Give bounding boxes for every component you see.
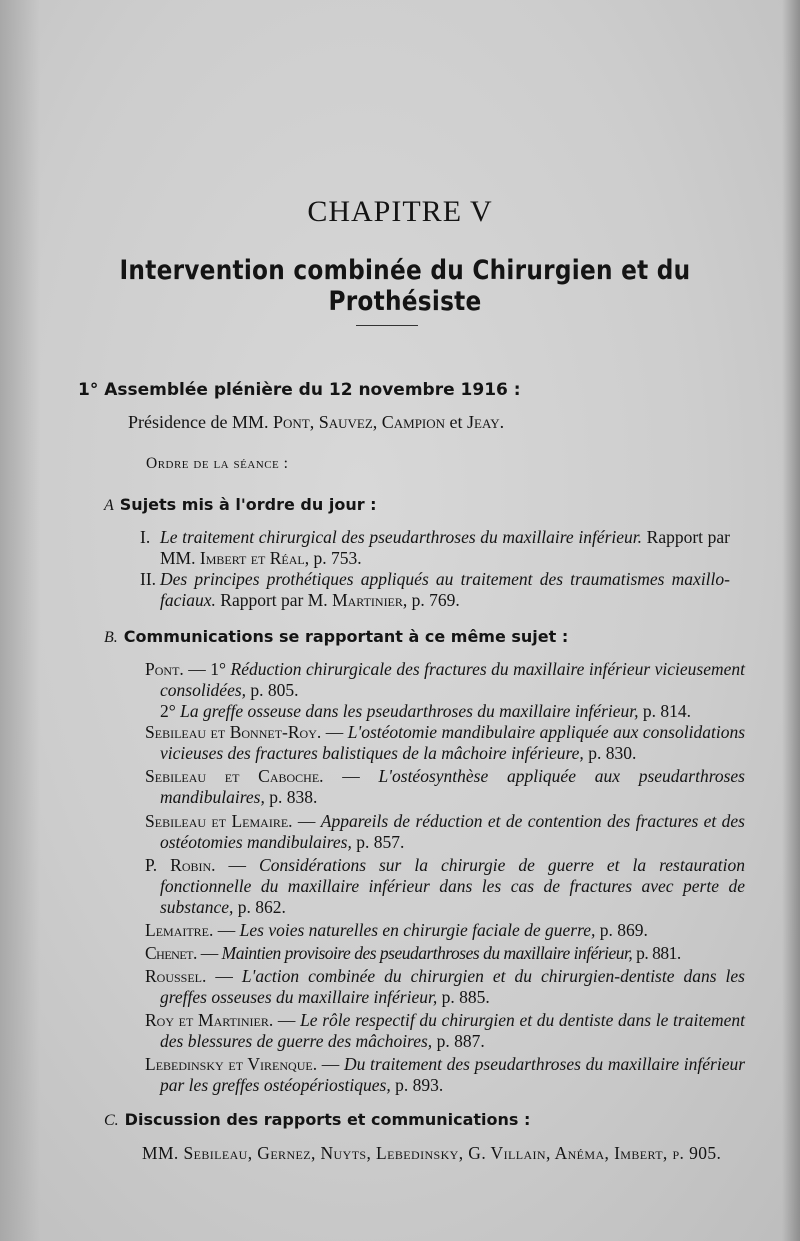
section-c-letter: C. <box>104 1112 119 1129</box>
section-a-letter: A <box>104 497 114 514</box>
entry-author: P. Robin. <box>145 855 216 875</box>
entry-title: La greffe osseuse dans les pseudarthroses du maxillaire inférieur, <box>180 701 639 721</box>
entry-author: Roy et Martinier. <box>145 1010 274 1030</box>
entry-page: p. 881. <box>636 943 681 963</box>
item-rest: Rapport par M. <box>220 590 328 610</box>
presidence-line <box>128 412 504 433</box>
communication-entry <box>160 701 745 722</box>
discussion-page: p. 905. <box>672 1143 722 1163</box>
communication-entry <box>145 766 745 808</box>
item-page: p. 769. <box>411 590 460 610</box>
chapter-title: Intervention combinée du Chirurgien et du Prothésiste <box>119 255 691 317</box>
entry-sep: — <box>200 943 218 963</box>
entry-page: p. 805. <box>250 680 299 700</box>
communication-entry <box>145 659 745 701</box>
entry-title: Du traitement des pseudarthroses du maxillaire inférieur par les greffes ostéopériostiques, <box>160 1054 746 1095</box>
last-president: Jeay. <box>467 412 505 432</box>
entry-page: p. 830. <box>588 743 637 763</box>
assembly-heading: 1° Assemblée plénière du 12 novembre 1916 : <box>78 380 521 400</box>
entry-title: Maintien provisoire des pseudarthroses du maxillaire inférieur, <box>221 943 633 963</box>
entry-sep: — <box>325 722 344 742</box>
item-authors: Imbert et Réal, <box>199 548 310 568</box>
item-label: II. <box>140 569 157 589</box>
discussion-text: MM. Sebileau, Gernez, Nuyts, Lebedinsky, G. Villain, Anéma, Imbert, <box>142 1143 668 1163</box>
entry-title: L'ostéotomie mandibulaire appliquée aux consolidations vicieuses des fractures balistiques de la mâchoire inférieure, <box>160 722 746 763</box>
entry-author: Roussel. <box>145 966 207 986</box>
divider-rule <box>356 325 418 326</box>
item-title: Des principes prothétiques appliqués au traitement des traumatismes maxillo-faciaux. <box>160 569 730 610</box>
entry-sep: — <box>215 966 233 986</box>
presidents-and: et <box>449 412 463 432</box>
communication-entry <box>145 966 745 1008</box>
entry-title: L'ostéosynthèse appliquée aux pseudarthroses mandibulaires, <box>160 766 745 807</box>
entry-title: Appareils de réduction et de contention des fractures et des ostéotomies mandibulaires, <box>160 811 745 852</box>
discussion-entry <box>142 1143 747 1164</box>
communication-entry <box>145 855 745 918</box>
entry-title: Le rôle respectif du chirurgien et du dentiste dans le traitement des blessures de guerre des mâchoires, <box>160 1010 745 1051</box>
item-authors: Martinier, <box>332 590 408 610</box>
entry-title: Considérations sur la chirurgie de guerre et la restauration fonctionnelle du maxillaire inférieur dans les cas de fractures avec perte de substance, <box>160 855 746 917</box>
ordre-heading: Ordre de la séance : <box>146 455 289 472</box>
item-rest: Rapport par MM. <box>160 527 731 568</box>
entry-sep: 2° <box>160 701 176 721</box>
entry-page: p. 887. <box>436 1031 485 1051</box>
section-a-title: Sujets mis à l'ordre du jour : <box>119 495 377 514</box>
entry-sep: — 1° <box>188 659 227 679</box>
entry-page: p. 857. <box>356 832 405 852</box>
entry-author: Sebileau et Caboche. <box>145 766 324 786</box>
entry-author: Sebileau et Bonnet-Roy. <box>145 722 322 742</box>
report-item-1 <box>140 527 730 569</box>
entry-page: p. 869. <box>599 920 648 940</box>
item-label: I. <box>140 527 151 547</box>
presidence-prefix: Présidence de MM. <box>128 412 269 432</box>
entry-sep: — <box>228 855 247 875</box>
report-item-2 <box>140 569 730 611</box>
entry-page: p. 838. <box>269 787 318 807</box>
section-a-heading <box>104 495 377 515</box>
section-b-heading <box>104 627 568 647</box>
item-title: Le traitement chirurgical des pseudarthroses du maxillaire inférieur. <box>160 527 643 547</box>
entry-author: Chenet. <box>145 943 197 963</box>
section-b-title: Communications se rapportant à ce même sujet : <box>123 627 569 646</box>
entry-author: Pont. <box>145 659 184 679</box>
section-c-title: Discussion des rapports et communications : <box>124 1110 531 1129</box>
entry-sep: — <box>217 920 236 940</box>
entry-title: L'action combinée du chirurgien et du chirurgien-dentiste dans les greffes osseuses du maxillaire inférieur, <box>160 966 745 1007</box>
entry-sep: — <box>321 1054 340 1074</box>
communication-entry <box>145 1054 745 1096</box>
communication-entry <box>145 920 745 941</box>
chapter-heading: CHAPITRE V <box>307 195 493 228</box>
entry-page: p. 862. <box>237 897 286 917</box>
entry-sep: — <box>277 1010 296 1030</box>
entry-author: Sebileau et Lemaire. <box>145 811 293 831</box>
entry-page: p. 814. <box>642 701 692 721</box>
communication-entry <box>145 943 745 964</box>
entry-page: p. 893. <box>395 1075 444 1095</box>
communication-entry <box>145 811 745 853</box>
section-c-heading <box>104 1110 530 1130</box>
section-b-letter: B. <box>104 629 118 646</box>
entry-author: Lemaitre. <box>145 920 214 940</box>
communication-entry <box>145 722 745 764</box>
entry-sep: — <box>297 811 316 831</box>
entry-author: Lebedinsky et Virenque. <box>145 1054 318 1074</box>
entry-sep: — <box>342 766 360 786</box>
page-shadow-left <box>0 0 40 1241</box>
presidents-names: Pont, Sauvez, Campion <box>272 412 446 432</box>
page-shadow-right <box>782 0 800 1241</box>
entry-title: Réduction chirurgicale des fractures du maxillaire inférieur vicieusement consolidées, <box>160 659 746 700</box>
item-page: p. 753. <box>313 548 362 568</box>
entry-page: p. 885. <box>441 987 490 1007</box>
entry-title: Les voies naturelles en chirurgie faciale de guerre, <box>239 920 596 940</box>
communication-entry <box>145 1010 745 1052</box>
